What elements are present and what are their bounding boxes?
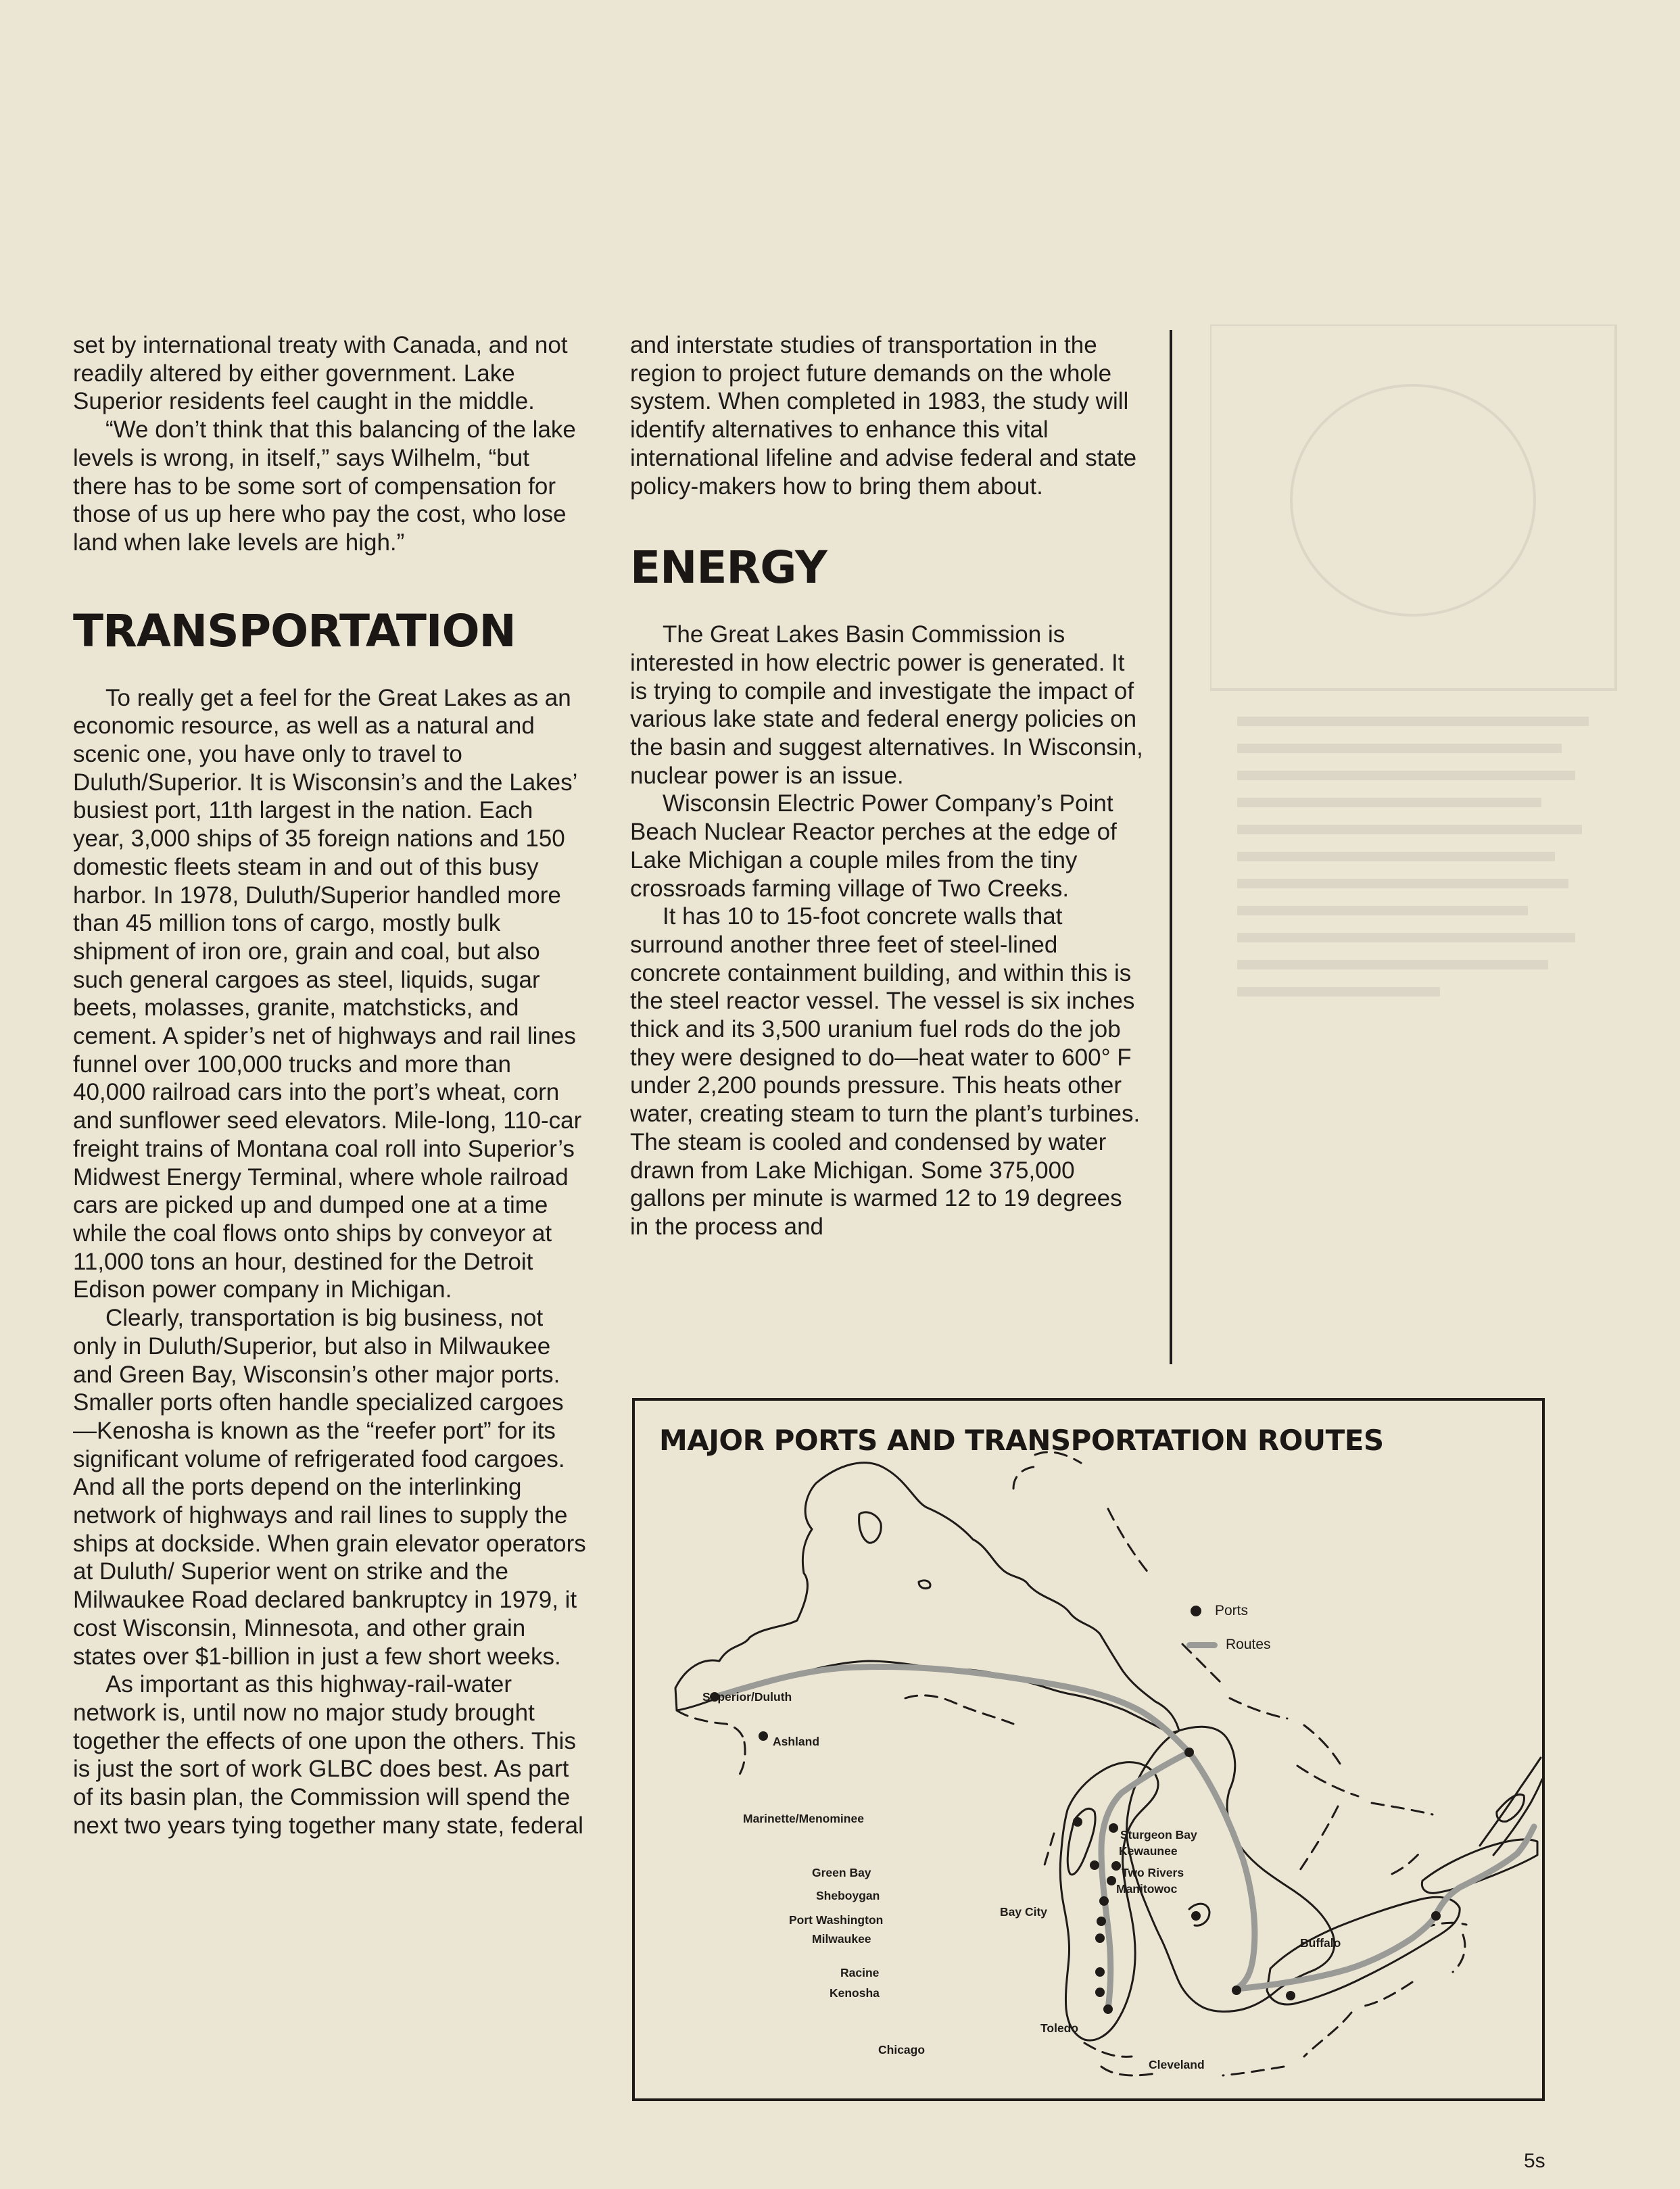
column-rule <box>1170 330 1172 1364</box>
middle-column <box>630 331 1144 1241</box>
port-dot-two-rivers <box>1111 1861 1121 1871</box>
state-boundary <box>677 1710 744 1742</box>
paragraph: To really get a feel for the Great Lakes as an economic resource, as well as a natural and scenic one, you have only to travel to Duluth/Superior. It is Wisconsin’s and the Lakes’ busiest port, 11th largest in the nation. Each year, 3,000 ships of 35 foreign nations and 150 domestic fleets steam in and out of this busy harbor. In 1978, Duluth/Superior handled more than 45 million tons of cargo, mostly bulk shipment of iron ore, grain and coal, but also such general cargoes as steel, liquids, sugar beets, molasses, granite, matchsticks, and cement. A spider’s net of highways and rail lines funnel over 100,000 trucks and more than 40,000 railroad cars into the port’s wheat, corn and sunflower seed elevators. Mile-long, 110-car freight trains of Montana coal roll into Superior’s Midwest Energy Terminal, where whole railroad cars are picked up and dumped one at a time while the coal flows onto ships by conveyor at 11,000 tons an hour, destined for the Detroit Edison power company in Michigan. <box>73 684 582 1303</box>
label-two-rivers: Two Rivers <box>1122 1866 1184 1879</box>
lake-erie-shore <box>1267 1897 1460 2004</box>
page-number: 5s <box>1524 2150 1545 2172</box>
port-dot-cleveland <box>1286 1991 1295 2000</box>
state-boundary <box>1304 1725 1341 1766</box>
port-dot-milwaukee <box>1095 1933 1105 1943</box>
label-kewaunee: Kewaunee <box>1119 1844 1178 1858</box>
label-buffalo: Buffalo <box>1300 1936 1341 1950</box>
label-manitowoc: Manitowoc <box>1116 1882 1178 1896</box>
port-dot-bay-city <box>1191 1911 1201 1921</box>
port-dot-green-bay <box>1090 1860 1099 1870</box>
state-boundary <box>1223 2067 1284 2075</box>
map-legend <box>1186 1594 1271 1662</box>
state-boundary <box>1297 1766 1358 1796</box>
port-dot-kenosha <box>1095 1988 1105 1997</box>
label-sheboygan: Sheboygan <box>816 1889 880 1902</box>
ports-routes-map-box <box>632 1398 1545 2101</box>
port-dot-sheboygan <box>1099 1896 1109 1906</box>
port-dot-buffalo <box>1431 1911 1441 1921</box>
state-boundary <box>905 1695 1013 1724</box>
paragraph: As important as this highway-rail-water network is, until now no major study brought together the effects of one upon the others. This is just the sort of work GLBC does best. As part of its basin plan, the Commission will spend the next two years tying together many state, federal <box>73 1671 583 1839</box>
show-through-artwork <box>1210 324 1656 1109</box>
paragraph: It has 10 to 15-foot concrete walls that surround another three feet of steel-lined concrete containment building, and within this is the steel reactor vessel. The vessel is six inches thick and its 3,500 uranium fuel rods do the job they were designed to do—heat water to 600° F under 2,200 pounds pressure. This heats other water, creating steam to turn the plant’s turbines. The steam is cooled and condensed by water drawn from Lake Michigan. Some 375,000 gallons per minute is warmed 12 to 19 degrees in the process and <box>630 903 1141 1240</box>
port-dot-soo <box>1184 1748 1194 1757</box>
section-heading-energy: ENERGY <box>630 542 827 594</box>
state-boundary <box>1013 1467 1034 1489</box>
paragraph: Clearly, transportation is big business, not only in Duluth/Superior, but also in Milwaukee and Green Bay, Wisconsin’s other major ports. Smaller ports often handle specialized cargoes—Kenosha is known as the “reefer port” for its significant volume of refrigerated food cargoes. And all the ports depend on the interlinking network of highways and rail lines to supply the ships at dockside. When grain elevator operators at Duluth/ Superior went on strike and the Milwaukee Road declared bankruptcy in 1979, it cost Wisconsin, Minnesota, and other grain states over $1-billion in just a few short weeks. <box>73 1305 586 1670</box>
port-dot-ashland <box>759 1731 768 1741</box>
state-boundary <box>1035 1452 1081 1463</box>
map-title: MAJOR PORTS AND TRANSPORTATION ROUTES <box>659 1424 1384 1457</box>
great-lakes-map <box>635 1401 1542 2098</box>
port-dot-toledo <box>1232 1986 1241 1995</box>
state-boundary <box>1365 1982 1412 2006</box>
route-erie <box>1237 1915 1436 1989</box>
label-superior-duluth: Superior/Duluth <box>702 1690 792 1704</box>
label-ashland: Ashland <box>773 1735 820 1748</box>
label-toledo: Toledo <box>1040 2021 1079 2035</box>
state-boundary <box>1304 2013 1351 2056</box>
port-dot-icon <box>1191 1606 1201 1616</box>
label-chicago: Chicago <box>878 2043 926 2056</box>
state-boundary <box>736 1742 745 1779</box>
label-green-bay: Green Bay <box>812 1866 871 1879</box>
label-cleveland: Cleveland <box>1149 2058 1205 2071</box>
route-huron <box>1189 1752 1255 1989</box>
state-boundary <box>1084 2043 1132 2056</box>
state-boundary <box>1230 1698 1287 1718</box>
legend-routes: Routes <box>1186 1628 1271 1662</box>
left-column <box>73 331 587 1839</box>
paragraph: Wisconsin Electric Power Company’s Point Beach Nuclear Reactor perches at the edge of Lake Michigan a couple miles from the tiny crossroads farming village of Two Creeks. <box>630 790 1117 902</box>
port-dot-chicago <box>1103 2004 1113 2014</box>
state-boundary <box>1372 1803 1433 1814</box>
port-dot-sturgeon-bay <box>1109 1823 1118 1833</box>
port-dot-manitowoc <box>1107 1876 1116 1885</box>
label-port-washington: Port Washington <box>789 1913 884 1927</box>
label-milwaukee: Milwaukee <box>812 1932 871 1946</box>
label-kenosha: Kenosha <box>830 1986 880 2000</box>
port-dot-port-washington <box>1097 1917 1106 1926</box>
label-bay-city: Bay City <box>1000 1905 1048 1919</box>
state-boundary <box>1044 1833 1054 1867</box>
state-boundary <box>1392 1854 1419 1874</box>
label-racine: Racine <box>840 1966 880 1979</box>
legend-ports: Ports <box>1186 1594 1271 1628</box>
section-heading-transportation: TRANSPORTATION <box>73 604 516 657</box>
label-marinette: Marinette/Menominee <box>743 1812 864 1825</box>
port-dot-racine <box>1095 1967 1105 1977</box>
paragraph: “We don’t think that this balancing of the lake levels is wrong, in itself,” says Wilhelm, “but there has to be some sort of compensation for those of us up here who pay the cost, who lose land when lake levels are high.” <box>73 416 576 556</box>
state-boundary <box>1108 1509 1149 1573</box>
paragraph: and interstate studies of transportation in the region to project future demands on the whole system. When completed in 1983, the study will identify alternatives to enhance this vital international lifeline and advise federal and state policy-makers how to bring them about. <box>630 332 1137 500</box>
isle-royale <box>859 1512 882 1543</box>
state-boundary <box>1453 1935 1465 1972</box>
state-boundary <box>1297 1806 1338 1874</box>
paragraph: The Great Lakes Basin Commission is interested in how electric power is generated. It is trying to compile and investigate the impact of various lake state and federal energy policies on the basin and suggest alternatives. In Wisconsin, nuclear power is an issue. <box>630 621 1143 789</box>
paragraph: set by international treaty with Canada, and not readily altered by either government. Lake Superior residents feel caught in the middle. <box>73 332 568 415</box>
label-sturgeon-bay: Sturgeon Bay <box>1120 1828 1197 1842</box>
port-dot-marinette <box>1073 1817 1082 1827</box>
state-boundary <box>1101 2067 1155 2075</box>
route-line-icon <box>1186 1642 1218 1648</box>
